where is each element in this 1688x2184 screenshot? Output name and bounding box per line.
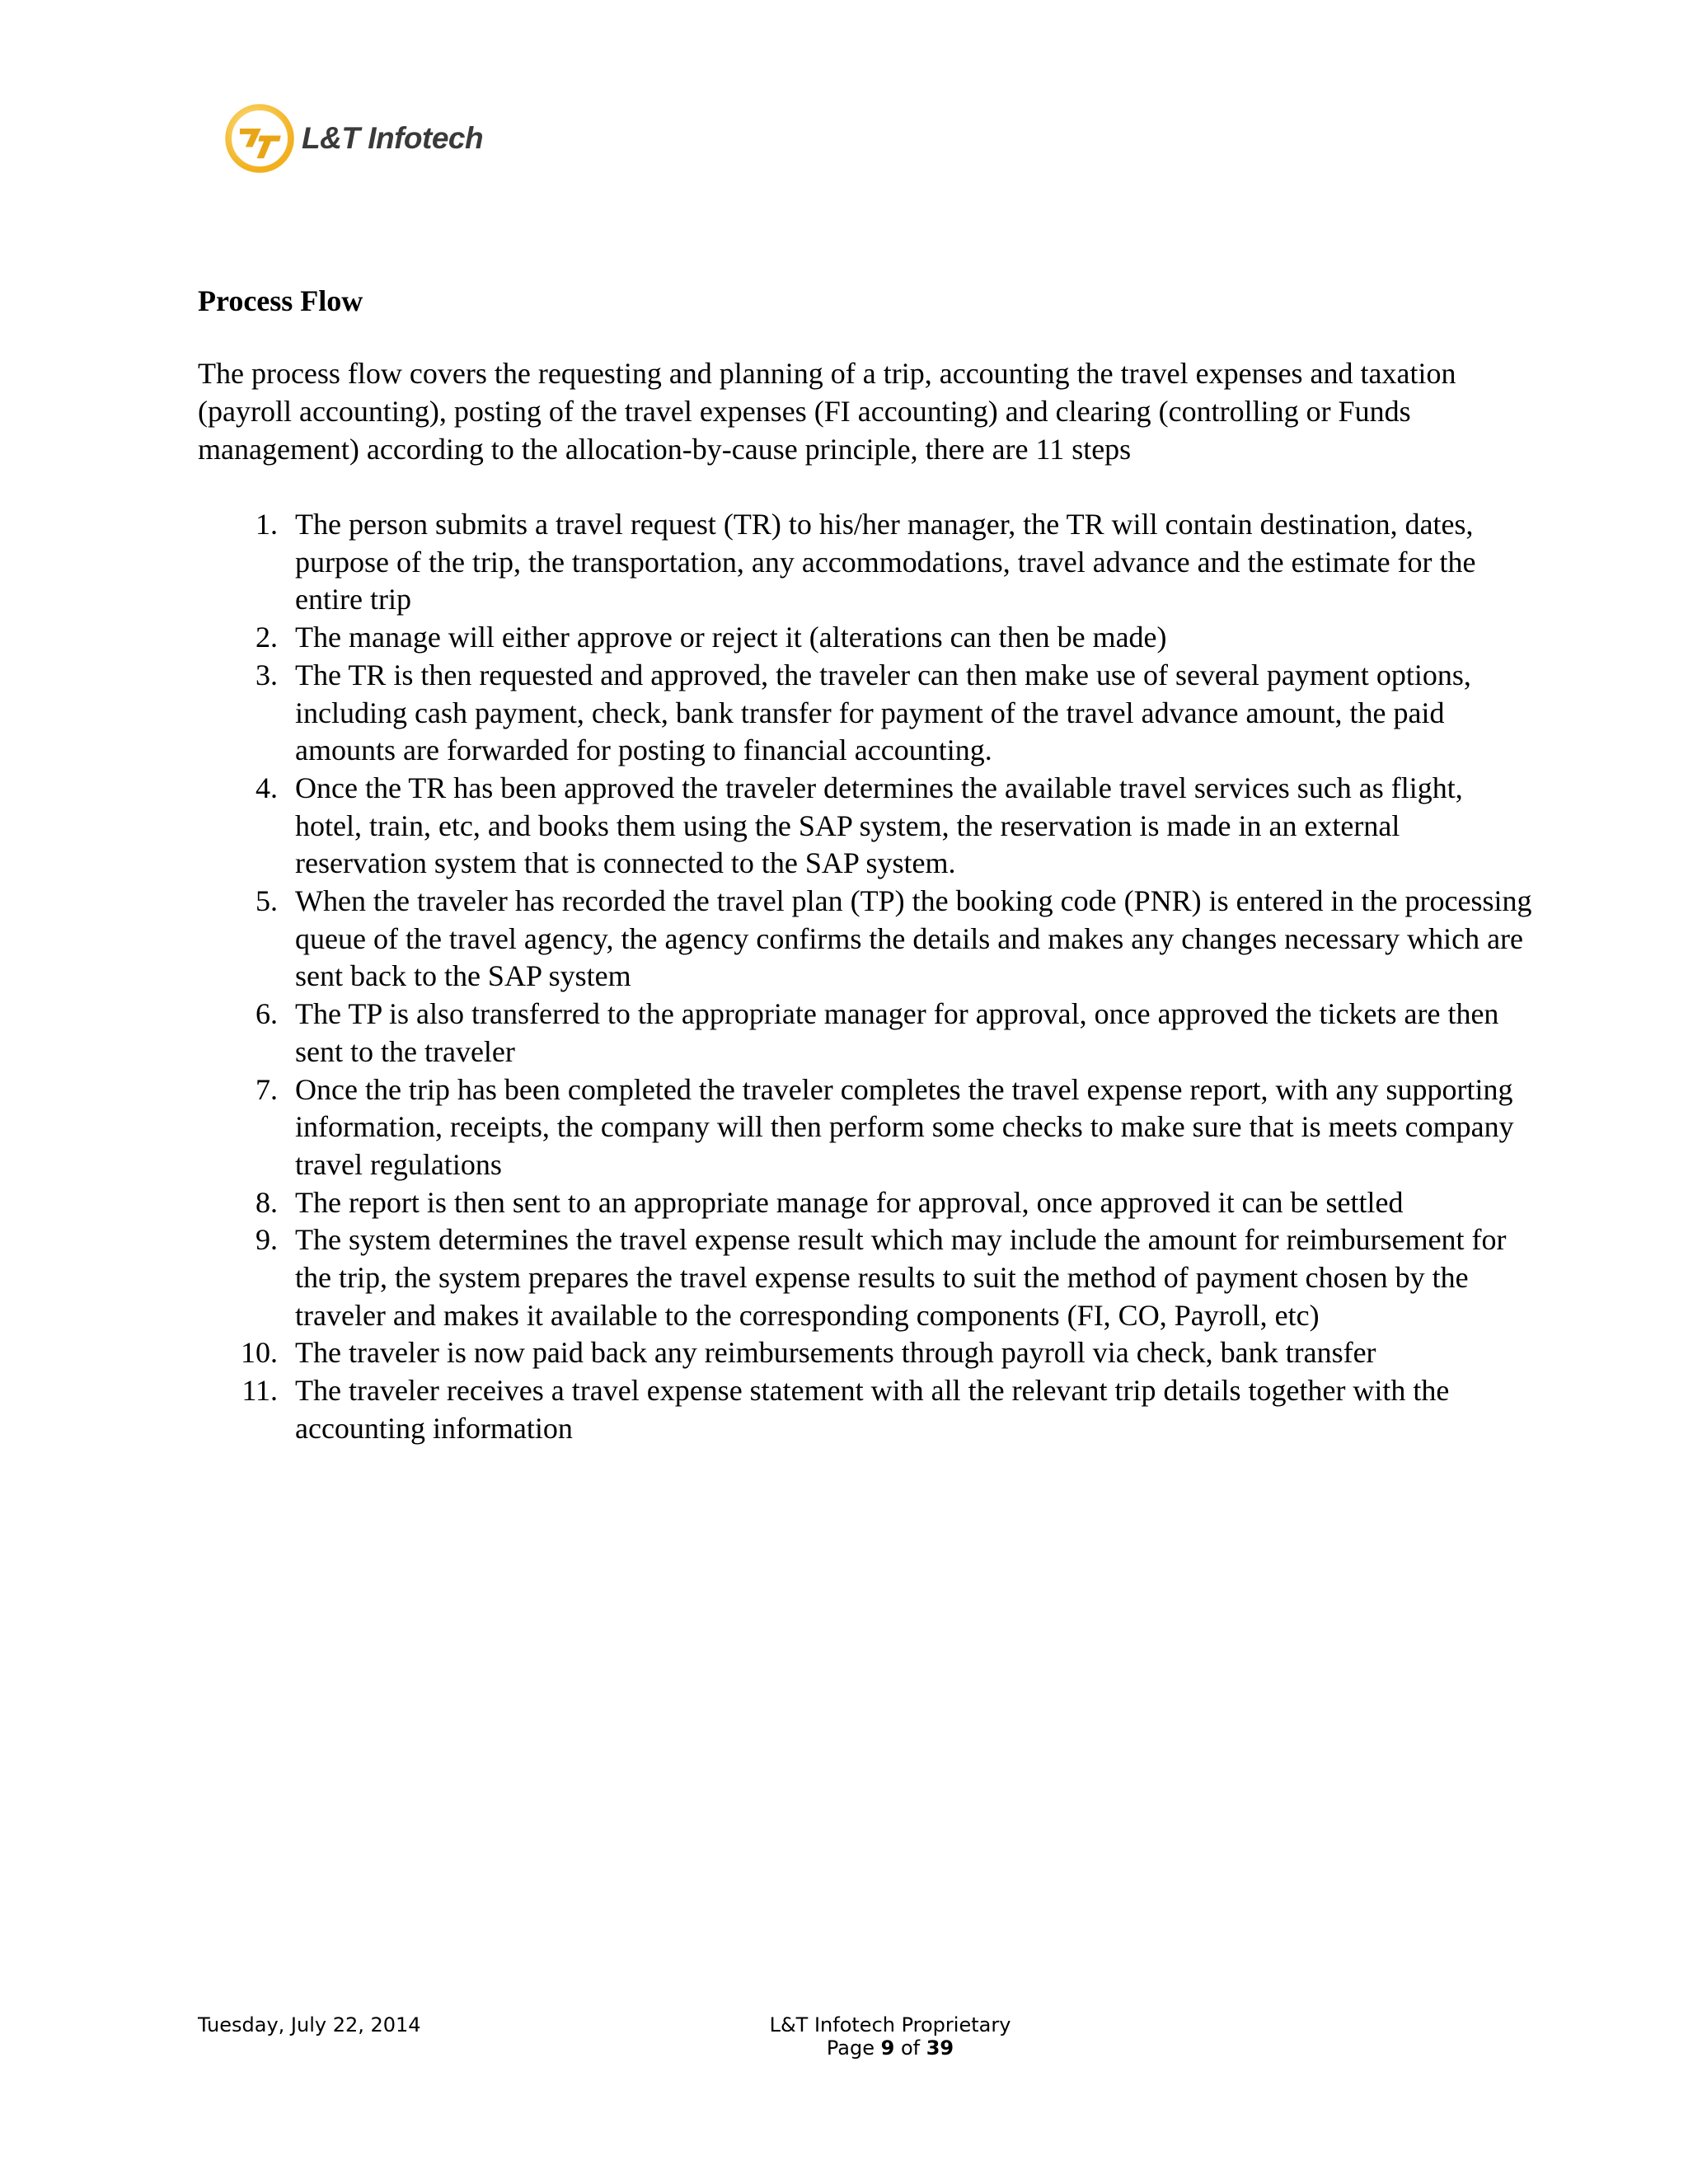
- page-content: [198, 282, 1533, 1448]
- current-page: 9: [880, 2036, 895, 2060]
- step-item: [198, 1334, 1533, 1372]
- step-text: The person submits a travel request (TR) to his/her manager, the TR will contain destination, dates, purpose of the trip, the transportation, any accommodations, travel advance and the estimate for the entire trip: [295, 508, 1476, 616]
- step-item: [198, 1184, 1533, 1222]
- step-number: 11.: [241, 1374, 278, 1408]
- company-logo: [224, 101, 483, 176]
- footer-date: Tuesday, July 22, 2014: [198, 2013, 421, 2036]
- step-item: [198, 506, 1533, 619]
- section-title: Process Flow: [198, 284, 363, 317]
- step-text: Once the TR has been approved the traveler determines the available travel services such as flight, hotel, train, etc, and books them using the SAP system, the reservation is made in an external reservation system that is connected to the SAP system.: [295, 771, 1463, 880]
- step-item: [198, 619, 1533, 657]
- step-number: 2.: [256, 621, 278, 654]
- logo-text: L&T Infotech: [302, 121, 484, 155]
- step-number: 9.: [256, 1223, 278, 1257]
- step-number: 1.: [256, 508, 278, 541]
- step-text: The report is then sent to an appropriate manage for approval, once approved it can be settled: [295, 1185, 1404, 1219]
- step-item: [198, 1221, 1533, 1334]
- step-number: 6.: [256, 997, 278, 1031]
- step-text: When the traveler has recorded the travel plan (TP) the booking code (PNR) is entered in the processing queue of the travel agency, the agency confirms the details and makes any changes necessary which are sent back to the SAP system: [295, 884, 1532, 993]
- step-text: The TP is also transferred to the appropriate manager for approval, once approved the tickets are then sent to the traveler: [295, 997, 1499, 1068]
- total-pages: 39: [926, 2036, 954, 2060]
- step-text: The manage will either approve or reject it (alterations can then be made): [295, 621, 1167, 654]
- step-item: [198, 657, 1533, 770]
- step-number: 10.: [241, 1336, 278, 1370]
- step-number: 4.: [256, 771, 278, 804]
- step-text: The traveler is now paid back any reimbursements through payroll via check, bank transfer: [295, 1336, 1376, 1370]
- steps-list: [198, 506, 1533, 1448]
- step-item: [198, 996, 1533, 1071]
- step-text: The traveler receives a travel expense statement with all the relevant trip details together with the accounting information: [295, 1374, 1450, 1445]
- step-text: Once the trip has been completed the traveler completes the travel expense report, with any supporting information, receipts, the company will then perform some checks to make sure that is meets company travel regulations: [295, 1072, 1514, 1181]
- lt-logo-icon: [224, 103, 295, 174]
- step-number: 8.: [256, 1185, 278, 1219]
- step-number: 3.: [256, 658, 278, 691]
- step-item: [198, 883, 1533, 996]
- footer-proprietary: L&T Infotech Proprietary: [769, 2013, 1011, 2036]
- step-number: 7.: [256, 1072, 278, 1106]
- footer-page-number: [758, 2036, 1022, 2060]
- step-number: 5.: [256, 884, 278, 918]
- step-text: The system determines the travel expense result which may include the amount for reimbursement for the trip, the system prepares the travel expense results to suit the method of payment chosen by the traveler and makes it available to the corresponding components (FI, CO, Payroll, etc): [295, 1223, 1507, 1332]
- intro-paragraph: The process flow covers the requesting and planning of a trip, accounting the travel expenses and taxation (payroll accounting), posting of the travel expenses (FI accounting) and clearing (controlling or Funds management) according to the allocation-by-cause principle, there are 11 steps: [198, 357, 1456, 466]
- page-label: Page: [826, 2036, 874, 2060]
- step-item: [198, 1071, 1533, 1184]
- step-item: [198, 1372, 1533, 1447]
- footer-center: [758, 2013, 1022, 2060]
- step-text: The TR is then requested and approved, the traveler can then make use of several payment options, including cash payment, check, bank transfer for payment of the travel advance amount, the paid amounts are forwarded for posting to financial accounting.: [295, 658, 1471, 767]
- page-of-label: of: [900, 2036, 921, 2060]
- step-item: [198, 770, 1533, 883]
